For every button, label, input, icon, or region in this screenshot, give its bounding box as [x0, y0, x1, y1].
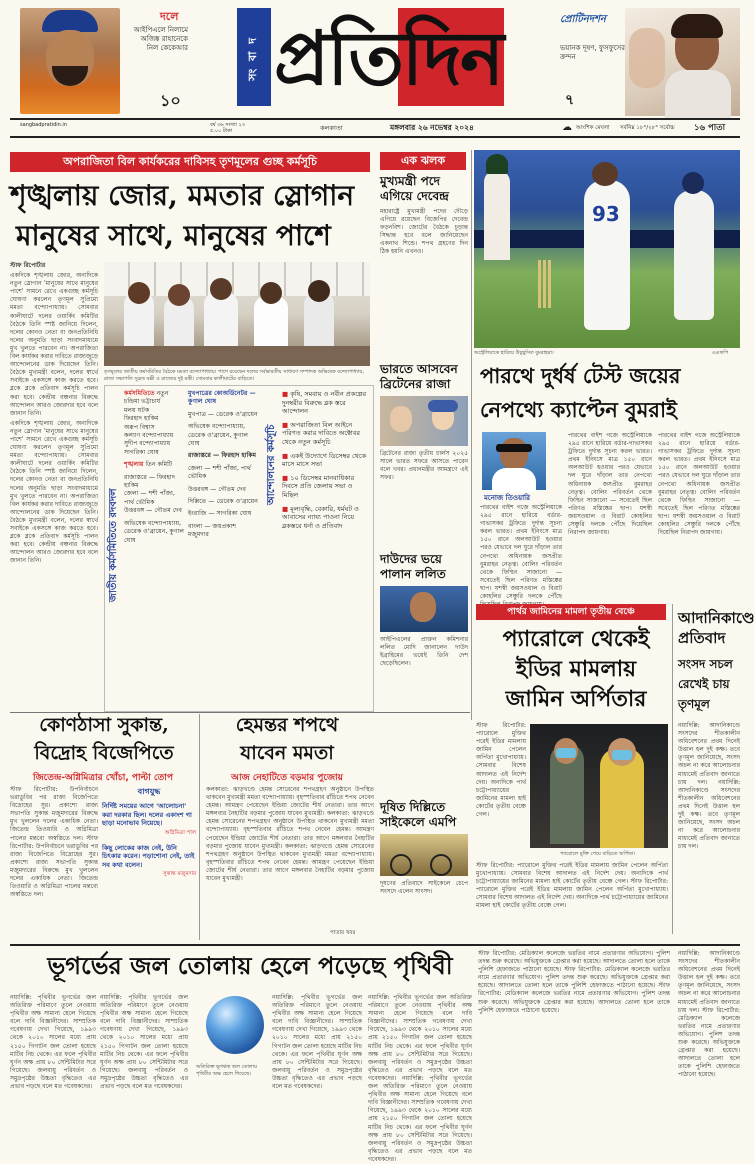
action-item: ■ অপরাজিতা বিল আইনে পরিণত করার দাবিতে অক্টোবর থেকে নতুন কর্মসূচি [282, 420, 360, 446]
committee-item: অভিষেক বন্দ্যোপাধ্যায়, ডেরেক ও'ব্রায়েন, কুণাল ঘোষ [124, 519, 184, 544]
cricket-body-3: পারথের বাইশ গজে অস্ট্রেলিয়াকে ২৯৫ রানে হারিয়ে বর্ডার-গাভাসকর ট্রফিতে দুর্দান্ত সূচনা করল ভারত। প্রথম ইনিংসে মাত্র ১৫০ রানে অলআউট হওয়ার পরও যেভাবে দল ঘুরে দাঁড়াল তার নেপথ্যে অধিনায়ক জসপ্রীত বুমরাহর নেতৃত্ব। বোলিং পরিবর্তন থেকে ফিল্ডিং সাজানো — সবেতেই ছিল পরিণত মস্তিষ্কের ছাপ। যশস্বী জয়সওয়াল ও বিরাট কোহলির সেঞ্চুরি দলকে পৌঁছে দিয়েছিল নিরাপদ জায়গায়। [658, 432, 740, 537]
adani-body-bottom: নয়াদিল্লি: আদানিকাণ্ডে সংসদের শীতকালীন অধিবেশনের প্রথম দিনেই উত্তাল হল দুই কক্ষ। তবে তৃণমূল জানিয়েছে, সংসদ অচল না করে আলোচনার মাধ্যমেই প্রতিবাদ জানাতে চায় দল। স্টাফ রিপোর্টার: মেডিক্যাল কলেজে ভরতির নামে প্রতারণার অভিযোগ। পুলিশ তদন্ত শুরু করেছে। অভিযুক্তকে গ্রেপ্তার করা হয়েছে। আদালতে তোলা হলে তাকে পুলিশি হেফাজতে পাঠানো হয়েছে। [678, 950, 740, 1079]
committee-item: সুদীপ বন্দ্যোপাধ্যায় [124, 440, 171, 448]
action-item: ■ একই উদ্যোগে ডিসেম্বর থেকে মাসে মাসে সভা [282, 451, 366, 469]
cricket-credit: এএফপি [712, 350, 729, 356]
adani-sub-1[interactable]: সংসদ সচল [678, 657, 733, 671]
hemant-byline: পাতার খবর [330, 930, 356, 936]
lalit-photo [380, 586, 468, 632]
cricket-caption: অস্ট্রেলিয়াকে হারিয়ে উচ্ছ্বসিত বুমরাহরা। [474, 350, 554, 356]
cricket-headline-2[interactable]: নেপথ্যে ক্যাপ্টেন বুমরাই [480, 397, 677, 422]
groundwater-body-3: নয়াদিল্লি: পৃথিবীর ভূগর্ভের জল অতিরিক্ত পরিমাণে তুলে নেওয়ায় পৃথিবীর অক্ষ সামান্য হেলে গিয়েছে বলে দাবি বিজ্ঞানীদের। সাম্প্রতিক গবেষণায় দেখা গিয়েছে, ১৯৯৩ থেকে ২০১০ সালের মধ্যে প্রায় ২১৫০ গিগাটন জল তোলা হয়েছে মাটির নিচ থেকে। এর ফলে পৃথিবীর ঘূর্ণন অক্ষ প্রায় ৮০ সেন্টিমিটার সরে গিয়েছে। জলবায়ু পরিবর্তন ও সমুদ্রপৃষ্ঠের উচ্চতা বৃদ্ধিতেও এর প্রভাব পড়ছে বলে মত গবেষকদের। [272, 994, 362, 1091]
action-list [282, 390, 370, 710]
adani-body: নয়াদিল্লি: আদানিকাণ্ডে সংসদের শীতকালীন অধিবেশনের প্রথম দিনেই উত্তাল হল দুই কক্ষ। তবে তৃণমূল জানিয়েছে, সংসদ অচল না করে আলোচনার মাধ্যমেই প্রতিবাদ জানাতে চায় দল। নয়াদিল্লি: আদানিকাণ্ডে সংসদের শীতকালীন অধিবেশনের প্রথম দিনেই উত্তাল হল দুই কক্ষ। তবে তৃণমূল জানিয়েছে, সংসদ অচল না করে আলোচনার মাধ্যমেই প্রতিবাদ জানাতে চায় দল। [678, 722, 740, 851]
sukanta-headline-2[interactable]: বিদ্রোহ বিজেপিতে [34, 742, 174, 764]
ear-left-text[interactable]: আইপিএলে নিলামে অজিঙ্ক রাহানেকে নিল কেকেআর [133, 26, 188, 52]
info-price: ৫.০০ টাকা [210, 128, 233, 134]
hemant-body: কলকাতা: ঝাড়খণ্ডে হেমন্ত সোরেনের শপথগ্রহণ অনুষ্ঠানে উপস্থিত থাকবেন মুখ্যমন্ত্রী মমতা বন্দ্যোপাধ্যায়। বৃহস্পতিবার রাঁচিতে শপথ নেবেন হেমন্ত। আমন্ত্রণ পেয়েছেন ইন্ডিয়া জোটের শীর্ষ নেতারা। তার আগে মঙ্গলবার নৈহাটির বড়মার পুজোয় যাবেন মুখ্যমন্ত্রী। কলকাতা: ঝাড়খণ্ডে হেমন্ত সোরেনের শপথগ্রহণ অনুষ্ঠানে উপস্থিত থাকবেন মুখ্যমন্ত্রী মমতা বন্দ্যোপাধ্যায়। বৃহস্পতিবার রাঁচিতে শপথ নেবেন হেমন্ত। আমন্ত্রণ পেয়েছেন ইন্ডিয়া জোটের শীর্ষ নেতারা। তার আগে মঙ্গলবার নৈহাটির বড়মার পুজোয় যাবেন মুখ্যমন্ত্রী। কলকাতা: ঝাড়খণ্ডে হেমন্ত সোরেনের শপথগ্রহণ অনুষ্ঠানে উপস্থিত থাকবেন মুখ্যমন্ত্রী মমতা বন্দ্যোপাধ্যায়। বৃহস্পতিবার রাঁচিতে শপথ নেবেন হেমন্ত। আমন্ত্রণ পেয়েছেন ইন্ডিয়া জোটের শীর্ষ নেতারা। তার আগে মঙ্গলবার নৈহাটির বড়মার পুজোয় যাবেন মুখ্যমন্ত্রী। [206, 786, 374, 883]
lead-kicker[interactable]: অপরাজিতা বিল কার্যকরের দাবিসহ তৃণমূলের গুচ্ছ কর্মসূচি [10, 152, 370, 172]
bottom-section-rule [10, 944, 740, 946]
masthead-title[interactable]: প্রতিদিন [274, 16, 503, 102]
cricket-headline-1[interactable]: পারথে দুর্ধর্ষ টেস্ট জয়ের [480, 363, 681, 388]
committee-item: অরূপ বিশ্বাস [124, 423, 155, 431]
sukanta-box [102, 786, 196, 938]
ear-right-page: ৭ [565, 92, 575, 108]
adani-sub-3[interactable]: তৃণমূল [678, 697, 710, 711]
ear-left-label: দলে [160, 10, 179, 23]
mid-col-item: জেলা — শশী পাঁজা, পার্থ ভৌমিক [188, 464, 251, 481]
brief-label: এক ঝলক [380, 152, 466, 170]
committee-item: মলয় ঘটক [124, 406, 150, 414]
info-pages: ১৬ পাতা [694, 123, 726, 133]
ear-left-page: ১০ [160, 91, 181, 110]
globe-caption: অতিরিক্ত ভূগর্ভস্থ জল তোলায় পৃথিবীর অক্ষ হেলে গিয়েছে। [196, 1064, 257, 1077]
lead-body-text: একদিকে শৃঙ্খলায় জোর, অন্যদিকে নতুন স্লোগান 'মানুষের সাথে মানুষের পাশে' সামনে রেখে একগুচ্ছ কর্মসূচি ঘোষণা করলেন তৃণমূল সুপ্রিমো মমতা বন্দ্যোপাধ্যায়। সোমবার কালীঘাটে দলের ওয়ার্কিং কমিটির বৈঠকে তিনি স্পষ্ট জানিয়ে দিলেন, দলের কোনও নেতা বা জনপ্রতিনিধি দলের অনুমতি ছাড়া সংবাদমাধ্যমে মুখ খুলতে পারবেন না। অপরাজিতা বিল কার্যকর করার দাবিতে রাজ্যজুড়ে আন্দোলনের ডাক দিয়েছেন তিনি। বৈঠকে মুখ্যমন্ত্রী বলেন, দলের স্বার্থে সবাইকে একসঙ্গে কাজ করতে হবে। ব্লকে ব্লকে প্রতিবাদ কর্মসূচি পালন করা হবে। কেন্দ্রীয় বঞ্চনার বিরুদ্ধে আন্দোলন আরও জোরদার হবে বলে জানান তিনি। [10, 272, 98, 417]
mid-col-item: রাজ্যস্তরে — ফিরহাদ হাকিম [188, 452, 257, 460]
lead-headline-2[interactable]: মানুষের সাথে, মানুষের পাশে [16, 219, 331, 252]
brief-text: দূষণের প্রতিবাদে সাইকেলে চেপে সংসদে এলেন সাংসদ। [380, 880, 468, 896]
cricket-body-1: পারথের বাইশ গজে অস্ট্রেলিয়াকে ২৯৫ রানে হারিয়ে বর্ডার-গাভাসকর ট্রফিতে দুর্দান্ত সূচনা করল ভারত। প্রথম ইনিংসে মাত্র ১৫০ রানে অলআউট হওয়ার পরও যেভাবে দল ঘুরে দাঁড়াল তার নেপথ্যে অধিনায়ক জসপ্রীত বুমরাহর নেতৃত্ব। বোলিং পরিবর্তন থেকে ফিল্ডিং সাজানো — সবেতেই ছিল পরিণত মস্তিষ্কের ছাপ। যশস্বী জয়সওয়াল ও বিরাট কোহলির সেঞ্চুরি দলকে পৌঁছে [480, 504, 562, 601]
court-caption: প্যারোলে মুক্তি পেয়ে বাড়িতে অর্পিতা। [560, 851, 636, 857]
court-body: স্টাফ রিপোর্টার: প্যারোলে মুক্তির পরেই ইডির মামলায় জামিন পেলেন অর্পিতা মুখোপাধ্যায়। সোমবার বিশেষ আদালত এই নির্দেশ দেয়। অন্যদিকে পার্থ চট্টোপাধ্যায়ের জামিনের মামলা হাই কোর্টের তৃতীয় বেঞ্চে গেল। [476, 722, 526, 819]
columnist-photo [482, 432, 546, 490]
adani-sub-2[interactable]: রেখেই চায় [678, 677, 730, 691]
info-bar-bottom-rule [10, 136, 740, 138]
hemant-headline-2[interactable]: যাবেন মমতা [240, 742, 334, 764]
brief-text: আইপিএলের প্রাক্তন কমিশনার ললিত মোদি জানালেন দাউদ ইব্রাহিমের ভয়েই তিনি দেশ ছেড়েছিলেন। [380, 636, 468, 668]
brief-title[interactable]: দাউদের ভয়ে পালান ললিত [380, 552, 446, 581]
brief-text: মহারাষ্ট্রে মুখ্যমন্ত্রী পদের দৌড়ে এগিয়ে রয়েছেন বিজেপির দেবেন্দ্র ফড়নবিশ। জোটের বৈঠকে চূড়ান্ত সিদ্ধান্ত হবে বলে জানিয়েছেন একনাথ শিন্ডে। শপথ গ্রহণের দিন ঠিক হয়নি এখনও। [380, 208, 468, 256]
sukanta-box-title: বাগযুদ্ধ [137, 787, 161, 796]
committee-list [124, 390, 184, 710]
hemant-left-rule [199, 714, 200, 940]
committee-item: ফিরহাদ হাকিম [124, 415, 159, 423]
action-item: ■ কৃষি, সমবায় ও নবীন প্রকল্পের দুনম্বরীর বিরুদ্ধে ব্লক স্তরে আন্দোলন [282, 390, 367, 416]
groundwater-headline[interactable]: ভূগর্ভের জল তোলায় হেলে পড়েছে পৃথিবী [47, 951, 453, 980]
brief-item[interactable] [380, 800, 468, 940]
brief-text: ব্রিটেনের রাজা তৃতীয় চার্লস ২০২৫ সালে ভারত সফরে আসতে পারেন বলে খবর। প্রধানমন্ত্রীর আমন্ত্রণে এই সফর। [380, 450, 468, 482]
lead-body-text-2: একদিকে শৃঙ্খলায় জোর, অন্যদিকে নতুন স্লোগান 'মানুষের সাথে মানুষের পাশে' সামনে রেখে একগুচ্ছ কর্মসূচি ঘোষণা করলেন তৃণমূল সুপ্রিমো মমতা বন্দ্যোপাধ্যায়। সোমবার কালীঘাটে দলের ওয়ার্কিং কমিটির বৈঠকে তিনি স্পষ্ট জানিয়ে দিলেন, দলের কোনও নেতা বা জনপ্রতিনিধি দলের অনুমতি ছাড়া সংবাদমাধ্যমে মুখ খুলতে পারবেন না। অপরাজিতা বিল কার্যকর করার দাবিতে রাজ্যজুড়ে আন্দোলনের ডাক দিয়েছেন তিনি। বৈঠকে মুখ্যমন্ত্রী বলেন, দলের স্বার্থে সবাইকে একসঙ্গে কাজ করতে হবে। ব্লকে ব্লকে প্রতিবাদ কর্মসূচি পালন করা হবে। কেন্দ্রীয় বঞ্চনার বিরুদ্ধে আন্দোলন আরও জোরদার হবে বলে জানান তিনি। [10, 419, 98, 565]
committee-item: রাজ্যস্তরে — ফিরহাদ হাকিম [124, 473, 175, 490]
sukanta-box-name: অগ্নিমিত্রা পাল [164, 829, 196, 836]
court-headline-1[interactable]: প্যারোলে থেকেই [502, 626, 650, 652]
sukanta-sub: জিতেন্দ্র-অগ্নিমিত্রার খোঁচা, পাল্টা তোপ [33, 773, 173, 783]
brief-item[interactable] [380, 552, 468, 716]
hemant-sub: আজ নেহাটিতে বড়মার পুজোয় [231, 773, 343, 783]
brief-title[interactable]: দূষিত দিল্লিতে সাইকেলে এমপি [380, 800, 457, 829]
court-body-bottom: স্টাফ রিপোর্টার: প্যারোলে মুক্তির পরেই ইডির মামলায় জামিন পেলেন অর্পিতা মুখোপাধ্যায়। সোমবার বিশেষ আদালত এই নির্দেশ দেয়। অন্যদিকে পার্থ চট্টোপাধ্যায়ের জামিনের মামলা হাই কোর্টের তৃতীয় বেঞ্চে গেল। স্টাফ রিপোর্টার: প্যারোলে মুক্তির পরেই ইডির মামলায় জামিন পেলেন অর্পিতা মুখোপাধ্যায়। সোমবার বিশেষ আদালত এই নির্দেশ দেয়। অন্যদিকে পার্থ চট্টোপাধ্যায়ের জামিনের মামলা হাই কোর্টের তৃতীয় বেঞ্চে গেল। [476, 862, 668, 910]
lead-byline: স্টাফ রিপোর্টার [10, 262, 46, 269]
sukanta-box-text: নির্দিষ্ট সময়ের আগে 'আলোচনা' করা দরকার ছিল। দলের একাংশ গা ছাড়া মনোভাব নিয়েছে। [102, 802, 192, 827]
info-bar-top-rule [10, 118, 740, 120]
court-kicker[interactable]: পার্থর জামিনের মামলা তৃতীয় বেঞ্চে [476, 604, 666, 620]
columnist-name: মনোজ তিওয়ারি [484, 494, 531, 502]
info-temp: সর্বনিম্ন ১৮°/২৮° সর্বোচ্চ [620, 125, 675, 131]
info-site[interactable]: sangbadpratidin.in [20, 122, 67, 128]
mid-col-item: মুখপাত্র — ডেরেক ও'ব্রায়েন [188, 410, 258, 418]
committee-item: চন্দ্রিমা ভট্টাচার্য [124, 398, 161, 406]
mid-col-list [188, 390, 258, 710]
action-item: ■ মূল্যবৃদ্ধি, বেকারি, ধর্মঘট ও আবাসের ন্যায্য পাওনা নিয়ে ব্লকস্তরে ধর্না ও প্রতিবাদ [282, 504, 359, 530]
jersey-number: 93 [592, 202, 620, 226]
sukanta-headline-1[interactable]: কোণঠাসা সুকান্ত, [39, 714, 169, 736]
mid-col-item: ইংরাজি — সাগরিকা ঘোষ [188, 510, 252, 518]
masthead [0, 0, 750, 120]
committee-item: সাগরিকা ঘোষ [124, 448, 159, 456]
committee-item: কল্যাণ বন্দ্যোপাধ্যায় [124, 432, 174, 440]
royals-photo [380, 396, 468, 446]
cricket-photo [474, 150, 740, 348]
sukanta-quote: কিছু লোকের কাজ নেই, উনি চিৎকার করেন। পড়াশোনা নেই, তাই সব কথা বলেন। [102, 843, 195, 869]
mid-col-item: দিল্লিতে — ডেরেক ও'ব্রায়েন [188, 498, 258, 506]
committee-item: জেলা — শশী পাঁজা, পার্থ ভৌমিক [124, 490, 175, 506]
action-title: আন্দোলনের কর্মসূচি [266, 424, 277, 506]
info-city: কলকাতা [320, 124, 343, 132]
brief-title[interactable]: মুখ্যমন্ত্রী পদে এগিয়ে দেবেন্দ্র [380, 174, 449, 203]
info-weather: আংশিক মেঘলা [576, 125, 610, 131]
masthead-sangbad: সং বা দ [246, 36, 259, 81]
court-headline-3[interactable]: জামিন অর্পিতার [505, 686, 647, 712]
sukanta-quote-name: সুকান্ত মজুমদার [162, 871, 196, 877]
ear-left-photo [20, 8, 120, 114]
info-edition: বর্ষ ৩৬ সংখ্যা ২৩ [210, 122, 245, 128]
groundwater-body-2: নয়াদিল্লি: পৃথিবীর ভূগর্ভের জল অতিরিক্ত পরিমাণে তুলে নেওয়ায় পৃথিবীর অক্ষ সামান্য হেলে গিয়েছে বলে দাবি বিজ্ঞানীদের। সাম্প্রতিক গবেষণায় দেখা গিয়েছে, ১৯৯৩ থেকে ২০১০ সালের মধ্যে প্রায় ২১৫০ গিগাটন জল তোলা হয়েছে মাটির নিচ থেকে। এর ফলে পৃথিবীর ঘূর্ণন অক্ষ প্রায় ৮০ সেন্টিমিটার সরে গিয়েছে। জলবায়ু পরিবর্তন ও সমুদ্রপৃষ্ঠের উচ্চতা বৃদ্ধিতেও এর প্রভাব পড়ছে বলে মত গবেষকদের। [100, 994, 188, 1091]
globe-image [206, 996, 264, 1054]
mid-col-item: অভিষেক বন্দ্যোপাধ্যায়, ডেরেক ও'ব্রায়েন, কুণাল ঘোষ [188, 423, 248, 448]
brief-right-rule [471, 150, 472, 720]
committee-item: শৃঙ্খলায় তিন কমিটি [124, 461, 173, 469]
ear-right-text[interactable]: ভয়ানক দূষণ, ফুসফুসের ক্রন্দন [560, 44, 626, 61]
brief-item[interactable] [380, 174, 468, 368]
lead-photo-caption: তৃণমূলের জাতীয় কর্মসমিতির বৈঠকে মমতা বন্দ্যোপাধ্যায়। পাশে রয়েছেন দলের সর্বভারতীয় সাধারণ সম্পাদক অভিষেক বন্দ্যোপাধ্যায়, রাজ্য সভাপতি সুব্রত বক্সী ও রাজ্যের দুই মন্ত্রী। সোমবার কালীঘাটের বাড়িতে। [104, 369, 364, 382]
groundwater-body-1: নয়াদিল্লি: পৃথিবীর ভূগর্ভের জল অতিরিক্ত পরিমাণে তুলে নেওয়ায় পৃথিবীর অক্ষ সামান্য হেলে গিয়েছে বলে দাবি বিজ্ঞানীদের। সাম্প্রতিক গবেষণায় দেখা গিয়েছে, ১৯৯৩ থেকে ২০১০ সালের মধ্যে প্রায় ২১৫০ গিগাটন জল তোলা হয়েছে মাটির নিচ থেকে। এর ফলে পৃথিবীর ঘূর্ণন অক্ষ প্রায় ৮০ সেন্টিমিটার সরে গিয়েছে। জলবায়ু পরিবর্তন ও সমুদ্রপৃষ্ঠের উচ্চতা বৃদ্ধিতেও এর প্রভাব পড়ছে বলে মত গবেষকদের। [10, 994, 96, 1091]
mid-col-item: উত্তরবঙ্গ — গৌতম দেব [188, 485, 246, 493]
lead-sidebar-title: জাতীয় কর্মসমিতিতে রদবদল [108, 488, 119, 602]
info-date: মঙ্গলবার ২৬ নভেম্বর ২০২৪ [390, 123, 474, 132]
groundwater-body-4: নয়াদিল্লি: পৃথিবীর ভূগর্ভের জল অতিরিক্ত পরিমাণে তুলে নেওয়ায় পৃথিবীর অক্ষ সামান্য হেলে গিয়েছে বলে দাবি বিজ্ঞানীদের। সাম্প্রতিক গবেষণায় দেখা গিয়েছে, ১৯৯৩ থেকে ২০১০ সালের মধ্যে প্রায় ২১৫০ গিগাটন জল তোলা হয়েছে মাটির নিচ থেকে। এর ফলে পৃথিবীর ঘূর্ণন অক্ষ প্রায় ৮০ সেন্টিমিটার সরে গিয়েছে। জলবায়ু পরিবর্তন ও সমুদ্রপৃষ্ঠের উচ্চতা বৃদ্ধিতেও এর প্রভাব পড়ছে বলে মত গবেষকদের। নয়াদিল্লি: পৃথিবীর ভূগর্ভের জল অতিরিক্ত পরিমাণে তুলে নেওয়ায় পৃথিবীর অক্ষ সামান্য হেলে গিয়েছে বলে দাবি বিজ্ঞানীদের। সাম্প্রতিক গবেষণায় দেখা গিয়েছে, ১৯৯৩ থেকে ২০১০ সালের মধ্যে প্রায় ২১৫০ গিগাটন জল তোলা হয়েছে মাটির নিচ থেকে। এর ফলে পৃথিবীর ঘূর্ণন অক্ষ প্রায় ৮০ সেন্টিমিটার সরে গিয়েছে। জলবায়ু পরিবর্তন ও সমুদ্রপৃষ্ঠের উচ্চতা বৃদ্ধিতেও এর প্রভাব পড়ছে বলে মত গবেষকদের। [368, 994, 472, 1163]
lead-body [10, 262, 98, 720]
brief-title[interactable]: ভারতে আসবেন ব্রিটেনের রাজা [380, 362, 458, 391]
hemant-headline-1[interactable]: হেমন্তর শপথে [235, 714, 339, 736]
court-headline-2[interactable]: ইডির মামলায় [515, 656, 637, 682]
sukanta-body: স্টাফ রিপোর্টার: উপনির্বাচনে ভরাডুবির পর রাজ্য বিজেপিতে বিদ্রোহের সুর। প্রকাশ্যে রাজ্য সভাপতি সুকান্ত মজুমদারের বিরুদ্ধে মুখ খুললেন দলের একাধিক নেতা। জিতেন্দ্র তিওয়ারি ও অগ্নিমিত্রা পালের মন্তব্যে অস্বস্তিতে দল। স্টাফ রিপোর্টার: উপনির্বাচনে ভরাডুবির পর রাজ্য বিজেপিতে বিদ্রোহের সুর। প্রকাশ্যে রাজ্য সভাপতি সুকান্ত মজুমদারের বিরুদ্ধে মুখ খুললেন দলের একাধিক নেতা। জিতেন্দ্র তিওয়ারি ও অগ্নিমিত্রা পালের মন্তব্যে অস্বস্তিতে দল। [10, 786, 98, 899]
court-photo [530, 724, 668, 848]
mid-col-item: বাংলা — জয়প্রকাশ মজুমদার [188, 522, 237, 539]
adani-headline[interactable]: আদানিকাণ্ডে প্রতিবাদ [678, 609, 755, 647]
cricket-body-2: পারথের বাইশ গজে অস্ট্রেলিয়াকে ২৯৫ রানে হারিয়ে বর্ডার-গাভাসকর ট্রফিতে দুর্দান্ত সূচনা করল ভারত। প্রথম ইনিংসে মাত্র ১৫০ রানে অলআউট হওয়ার পরও যেভাবে দল ঘুরে দাঁড়াল তার নেপথ্যে অধিনায়ক জসপ্রীত বুমরাহর নেতৃত্ব। বোলিং পরিবর্তন থেকে ফিল্ডিং সাজানো — সবেতেই ছিল পরিণত মস্তিষ্কের ছাপ। যশস্বী জয়সওয়াল ও বিরাট কোহলির সেঞ্চুরি দলকে পৌঁছে দিয়েছিল নিরাপদ জায়গায়। [568, 432, 652, 537]
lead-headline-1[interactable]: শৃঙ্খলায় জোর, মমতার স্লোগান [10, 179, 355, 212]
committee-item: উত্তরবঙ্গ — গৌতম দেব [124, 507, 182, 515]
cloud-icon: ☁ [562, 122, 572, 133]
mid-col-item: মুখপাত্রের কোঅর্ডিনেটর — কুণাল ঘোষ [188, 390, 256, 406]
ear-right-photo [625, 8, 740, 116]
committee-item: কর্মসমিতিতে নতুন [124, 390, 169, 397]
lead-photo [104, 262, 370, 366]
action-item: ■ ১০ ডিসেম্বর মানবাধিকার দিবসে প্রতি জেলায় সভা ও মিছিল [282, 473, 355, 499]
brief-item[interactable] [380, 362, 468, 542]
cycle-photo [380, 834, 468, 876]
ear-right-brand: প্রোটিনদশন [560, 14, 606, 25]
info-bar [10, 121, 740, 135]
bottom-right-body: স্টাফ রিপোর্টার: মেডিক্যাল কলেজে ভরতির নামে প্রতারণার অভিযোগ। পুলিশ তদন্ত শুরু করেছে। অভিযুক্তকে গ্রেপ্তার করা হয়েছে। আদালতে তোলা হলে তাকে পুলিশি হেফাজতে পাঠানো হয়েছে। স্টাফ রিপোর্টার: মেডিক্যাল কলেজে ভরতির নামে প্রতারণার অভিযোগ। পুলিশ তদন্ত শুরু করেছে। অভিযুক্তকে গ্রেপ্তার করা হয়েছে। আদালতে তোলা হলে তাকে পুলিশি হেফাজতে পাঠানো হয়েছে। স্টাফ রিপোর্টার: মেডিক্যাল কলেজে ভরতির নামে প্রতারণার অভিযোগ। পুলিশ তদন্ত শুরু করেছে। অভিযুক্তকে গ্রেপ্তার করা হয়েছে। আদালতে তোলা হলে তাকে পুলিশি হেফাজতে পাঠানো হয়েছে। [478, 950, 670, 1014]
adani-left-rule [672, 604, 673, 934]
